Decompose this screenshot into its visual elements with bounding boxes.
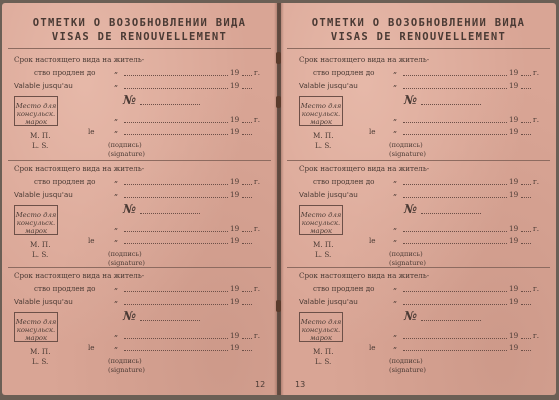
signature-ru-label: (подпись) bbox=[389, 357, 423, 365]
dotted-line bbox=[521, 197, 531, 198]
dotted-line bbox=[242, 338, 252, 339]
stamp-line: консульск. bbox=[16, 110, 56, 118]
signature-fr-label: (signature) bbox=[108, 366, 145, 374]
quote-mark: „ bbox=[114, 329, 119, 338]
visa-block bbox=[2, 162, 277, 274]
quote-mark: „ bbox=[114, 282, 119, 291]
visa-block bbox=[281, 162, 556, 274]
ls-label: L. S. bbox=[32, 250, 49, 259]
dotted-line bbox=[521, 88, 531, 89]
year-prefix: 19 bbox=[509, 177, 519, 186]
signature-fr-label: (signature) bbox=[108, 259, 145, 267]
number-sign: № bbox=[404, 309, 418, 323]
quote-mark: „ bbox=[393, 79, 398, 88]
dotted-line bbox=[403, 231, 507, 232]
binding-stitch bbox=[276, 52, 281, 64]
dotted-line bbox=[403, 197, 507, 198]
year-prefix: 19 bbox=[230, 127, 240, 136]
dotted-line bbox=[124, 231, 228, 232]
dotted-line bbox=[124, 134, 228, 135]
consular-stamp-box bbox=[14, 205, 58, 235]
dotted-line bbox=[403, 88, 507, 89]
le-label: le bbox=[88, 343, 95, 352]
dotted-line bbox=[124, 75, 228, 76]
dotted-line bbox=[124, 338, 228, 339]
dotted-line bbox=[140, 320, 200, 321]
quote-mark: „ bbox=[393, 188, 398, 197]
stamp-line: марок bbox=[24, 118, 48, 126]
quote-mark: „ bbox=[114, 79, 119, 88]
stamp-line: Место для bbox=[300, 102, 342, 110]
le-label: le bbox=[369, 343, 376, 352]
consular-stamp-box bbox=[299, 205, 343, 235]
dotted-line bbox=[242, 184, 252, 185]
quote-mark: „ bbox=[114, 175, 119, 184]
le-label: le bbox=[369, 236, 376, 245]
quote-mark: „ bbox=[114, 234, 119, 243]
extended-until-label: ство продлен до bbox=[34, 177, 96, 186]
quote-mark: „ bbox=[393, 113, 398, 122]
dotted-line bbox=[521, 350, 531, 351]
dotted-line bbox=[124, 122, 228, 123]
extended-until-label: ство продлен до bbox=[313, 177, 375, 186]
year-prefix: 19 bbox=[509, 284, 519, 293]
valid-until-label: Valable jusqu'au bbox=[299, 190, 358, 199]
dotted-line bbox=[124, 350, 228, 351]
dotted-line bbox=[521, 134, 531, 135]
year-prefix: 19 bbox=[509, 297, 519, 306]
extended-until-label: ство продлен до bbox=[34, 284, 96, 293]
divider bbox=[287, 48, 550, 49]
dotted-line bbox=[124, 304, 228, 305]
year-suffix: г. bbox=[533, 331, 540, 340]
number-sign: № bbox=[123, 309, 137, 323]
mp-label: М. П. bbox=[30, 240, 51, 249]
year-prefix: 19 bbox=[230, 236, 240, 245]
stamp-line: марок bbox=[24, 227, 48, 235]
year-suffix: г. bbox=[254, 224, 261, 233]
stamp-line: консульск. bbox=[301, 219, 341, 227]
dotted-line bbox=[140, 213, 200, 214]
ls-label: L. S. bbox=[315, 250, 332, 259]
year-prefix: 19 bbox=[230, 81, 240, 90]
dotted-line bbox=[521, 184, 531, 185]
divider bbox=[287, 267, 550, 268]
year-suffix: г. bbox=[254, 284, 261, 293]
valid-until-label: Valable jusqu'au bbox=[14, 297, 73, 306]
divider bbox=[8, 48, 271, 49]
consular-stamp-box bbox=[299, 96, 343, 126]
dotted-line bbox=[124, 184, 228, 185]
year-prefix: 19 bbox=[509, 224, 519, 233]
consular-stamp-box bbox=[299, 312, 343, 342]
year-suffix: г. bbox=[533, 284, 540, 293]
ls-label: L. S. bbox=[315, 141, 332, 150]
dotted-line bbox=[242, 243, 252, 244]
extension-label: Срок настоящего вида на житель- bbox=[14, 164, 145, 173]
signature-ru-label: (подпись) bbox=[389, 141, 423, 149]
quote-mark: „ bbox=[114, 66, 119, 75]
dotted-line bbox=[521, 75, 531, 76]
le-label: le bbox=[88, 236, 95, 245]
stamp-line: марок bbox=[24, 334, 48, 342]
dotted-line bbox=[242, 304, 252, 305]
year-prefix: 19 bbox=[509, 81, 519, 90]
stamp-line: Место для bbox=[300, 318, 342, 326]
dotted-line bbox=[403, 291, 507, 292]
ls-label: L. S. bbox=[32, 357, 49, 366]
dotted-line bbox=[403, 243, 507, 244]
valid-until-label: Valable jusqu'au bbox=[14, 190, 73, 199]
dotted-line bbox=[242, 291, 252, 292]
quote-mark: „ bbox=[393, 329, 398, 338]
stamp-line: Место для bbox=[15, 318, 57, 326]
year-prefix: 19 bbox=[509, 331, 519, 340]
stamp-line: марок bbox=[309, 118, 333, 126]
dotted-line bbox=[521, 291, 531, 292]
dotted-line bbox=[242, 197, 252, 198]
signature-fr-label: (signature) bbox=[108, 150, 145, 158]
valid-until-label: Valable jusqu'au bbox=[299, 81, 358, 90]
year-prefix: 19 bbox=[509, 343, 519, 352]
year-prefix: 19 bbox=[230, 284, 240, 293]
dotted-line bbox=[242, 75, 252, 76]
quote-mark: „ bbox=[393, 175, 398, 184]
visa-block bbox=[2, 269, 277, 381]
header-russian: ОТМЕТКИ О ВОЗОБНОВЛЕНИИ ВИДА bbox=[311, 17, 526, 29]
stamp-line: консульск. bbox=[301, 110, 341, 118]
header-russian: ОТМЕТКИ О ВОЗОБНОВЛЕНИИ ВИДА bbox=[32, 17, 247, 29]
stamp-line: Место для bbox=[15, 211, 57, 219]
year-prefix: 19 bbox=[509, 115, 519, 124]
extension-label: Срок настоящего вида на житель- bbox=[14, 55, 145, 64]
extension-label: Срок настоящего вида на житель- bbox=[299, 271, 430, 280]
year-suffix: г. bbox=[254, 68, 261, 77]
header-french: VISAS DE RENOUVELLEMENT bbox=[51, 31, 228, 43]
dotted-line bbox=[421, 104, 481, 105]
signature-fr-label: (signature) bbox=[389, 366, 426, 374]
year-suffix: г. bbox=[254, 115, 261, 124]
signature-ru-label: (подпись) bbox=[108, 357, 142, 365]
dotted-line bbox=[521, 243, 531, 244]
number-sign: № bbox=[404, 202, 418, 216]
dotted-line bbox=[403, 134, 507, 135]
mp-label: М. П. bbox=[313, 347, 334, 356]
year-suffix: г. bbox=[533, 224, 540, 233]
valid-until-label: Valable jusqu'au bbox=[299, 297, 358, 306]
year-suffix: г. bbox=[533, 68, 540, 77]
dotted-line bbox=[521, 122, 531, 123]
dotted-line bbox=[242, 134, 252, 135]
number-sign: № bbox=[404, 93, 418, 107]
mp-label: М. П. bbox=[30, 347, 51, 356]
consular-stamp-box bbox=[14, 312, 58, 342]
extended-until-label: ство продлен до bbox=[313, 68, 375, 77]
quote-mark: „ bbox=[114, 295, 119, 304]
quote-mark: „ bbox=[393, 222, 398, 231]
quote-mark: „ bbox=[393, 234, 398, 243]
quote-mark: „ bbox=[393, 282, 398, 291]
stamp-line: консульск. bbox=[301, 326, 341, 334]
year-prefix: 19 bbox=[230, 190, 240, 199]
mp-label: М. П. bbox=[313, 240, 334, 249]
dotted-line bbox=[124, 197, 228, 198]
year-prefix: 19 bbox=[509, 127, 519, 136]
stamp-line: марок bbox=[309, 227, 333, 235]
signature-fr-label: (signature) bbox=[389, 150, 426, 158]
visa-block bbox=[2, 53, 277, 165]
dotted-line bbox=[242, 88, 252, 89]
year-suffix: г. bbox=[254, 177, 261, 186]
quote-mark: „ bbox=[114, 125, 119, 134]
number-sign: № bbox=[123, 93, 137, 107]
year-prefix: 19 bbox=[230, 224, 240, 233]
stamp-line: консульск. bbox=[16, 219, 56, 227]
mp-label: М. П. bbox=[30, 131, 51, 140]
year-prefix: 19 bbox=[230, 115, 240, 124]
extension-label: Срок настоящего вида на житель- bbox=[14, 271, 145, 280]
year-prefix: 19 bbox=[230, 331, 240, 340]
binding-stitch bbox=[276, 300, 281, 312]
extended-until-label: ство продлен до bbox=[34, 68, 96, 77]
extended-until-label: ство продлен до bbox=[313, 284, 375, 293]
binding-stitch bbox=[276, 96, 281, 108]
divider bbox=[8, 267, 271, 268]
dotted-line bbox=[421, 320, 481, 321]
dotted-line bbox=[140, 104, 200, 105]
dotted-line bbox=[421, 213, 481, 214]
dotted-line bbox=[403, 75, 507, 76]
year-suffix: г. bbox=[533, 115, 540, 124]
dotted-line bbox=[242, 350, 252, 351]
quote-mark: „ bbox=[393, 66, 398, 75]
dotted-line bbox=[242, 122, 252, 123]
consular-stamp-box bbox=[14, 96, 58, 126]
stamp-line: Место для bbox=[15, 102, 57, 110]
quote-mark: „ bbox=[114, 113, 119, 122]
year-prefix: 19 bbox=[509, 68, 519, 77]
dotted-line bbox=[521, 304, 531, 305]
quote-mark: „ bbox=[393, 341, 398, 350]
dotted-line bbox=[124, 243, 228, 244]
ls-label: L. S. bbox=[315, 357, 332, 366]
dotted-line bbox=[521, 338, 531, 339]
mp-label: М. П. bbox=[313, 131, 334, 140]
dotted-line bbox=[403, 338, 507, 339]
quote-mark: „ bbox=[393, 125, 398, 134]
le-label: le bbox=[88, 127, 95, 136]
visa-block bbox=[281, 53, 556, 165]
divider bbox=[287, 160, 550, 161]
page-left bbox=[2, 3, 277, 395]
dotted-line bbox=[403, 350, 507, 351]
quote-mark: „ bbox=[114, 222, 119, 231]
year-prefix: 19 bbox=[230, 297, 240, 306]
year-suffix: г. bbox=[254, 331, 261, 340]
dotted-line bbox=[403, 184, 507, 185]
year-prefix: 19 bbox=[230, 68, 240, 77]
page-number: 13 bbox=[295, 380, 306, 389]
stamp-line: марок bbox=[309, 334, 333, 342]
extension-label: Срок настоящего вида на житель- bbox=[299, 164, 430, 173]
year-suffix: г. bbox=[533, 177, 540, 186]
number-sign: № bbox=[123, 202, 137, 216]
valid-until-label: Valable jusqu'au bbox=[14, 81, 73, 90]
year-prefix: 19 bbox=[509, 190, 519, 199]
dotted-line bbox=[124, 88, 228, 89]
signature-ru-label: (подпись) bbox=[108, 250, 142, 258]
header-french: VISAS DE RENOUVELLEMENT bbox=[330, 31, 507, 43]
dotted-line bbox=[403, 122, 507, 123]
signature-fr-label: (signature) bbox=[389, 259, 426, 267]
signature-ru-label: (подпись) bbox=[108, 141, 142, 149]
dotted-line bbox=[403, 304, 507, 305]
stamp-line: консульск. bbox=[16, 326, 56, 334]
page-right bbox=[281, 3, 556, 395]
stamp-line: Место для bbox=[300, 211, 342, 219]
year-prefix: 19 bbox=[230, 177, 240, 186]
year-prefix: 19 bbox=[230, 343, 240, 352]
extension-label: Срок настоящего вида на житель- bbox=[299, 55, 430, 64]
dotted-line bbox=[124, 291, 228, 292]
quote-mark: „ bbox=[114, 341, 119, 350]
divider bbox=[8, 160, 271, 161]
dotted-line bbox=[521, 231, 531, 232]
quote-mark: „ bbox=[393, 295, 398, 304]
visa-block bbox=[281, 269, 556, 381]
le-label: le bbox=[369, 127, 376, 136]
page-number: 12 bbox=[255, 380, 266, 389]
year-prefix: 19 bbox=[509, 236, 519, 245]
signature-ru-label: (подпись) bbox=[389, 250, 423, 258]
ls-label: L. S. bbox=[32, 141, 49, 150]
dotted-line bbox=[242, 231, 252, 232]
quote-mark: „ bbox=[114, 188, 119, 197]
